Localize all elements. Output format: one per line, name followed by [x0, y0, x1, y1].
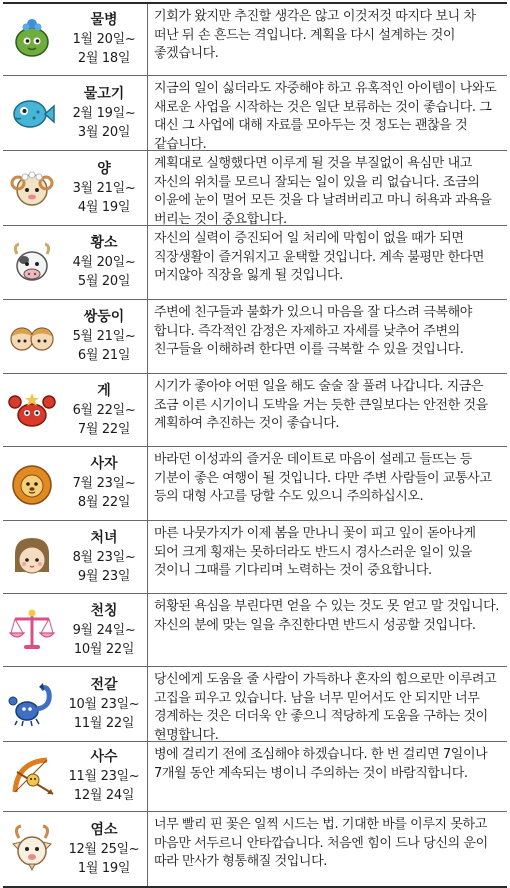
- sign-cell: [3, 76, 148, 150]
- sign-cell: [3, 667, 148, 741]
- date-start: 8월 23일~: [72, 549, 136, 565]
- sign-info: [61, 382, 147, 439]
- sign-description: 마른 나뭇가지가 이제 봄을 만나니 꽃이 피고 잎이 돋아나게 되어 크게 횡재는 못하더라도 반드시 경사스러운 일이 있을 것이니 그때를 기다리며 노력하는 것이 중요합니다.: [154, 526, 476, 578]
- date-end: 6월 21일: [77, 348, 131, 363]
- sign-name: 염소: [90, 821, 118, 838]
- sign-cell: [3, 447, 148, 520]
- aquarius-icon: [3, 15, 61, 65]
- libra-icon: [3, 605, 61, 655]
- sign-info: [61, 11, 147, 68]
- table-row: [3, 742, 507, 812]
- date-end: 3월 20일: [77, 124, 131, 140]
- table-row: [3, 226, 507, 300]
- date-start: 9월 24일~: [72, 622, 136, 638]
- sign-name: 사자: [90, 456, 118, 472]
- virgo-icon: [3, 532, 61, 582]
- table-row: [3, 151, 507, 226]
- sagittarius-icon: [3, 752, 61, 802]
- sign-name: 전갈: [90, 676, 118, 693]
- sign-description: 허황된 욕심을 부린다면 얻을 수 있는 것도 못 얻고 말 것입니다. 자신의 분에 맞는 일을 추진한다면 반드시 성공할 것입니다.: [154, 599, 500, 633]
- date-start: 3월 21일~: [72, 180, 136, 196]
- date-end: 8월 22일: [77, 495, 131, 510]
- gemini-icon: [3, 312, 61, 362]
- date-start: 7월 23일~: [72, 476, 136, 491]
- sign-name: 물병: [90, 12, 118, 28]
- date-end: 10월 22일: [73, 641, 135, 657]
- sign-info: [61, 676, 147, 733]
- horoscope-table: [3, 2, 507, 888]
- date-end: 12월 24일: [73, 788, 135, 803]
- table-row: [3, 300, 507, 374]
- date-start: 1월 20일~: [72, 32, 136, 47]
- sign-description: 바라던 이성과의 즐거운 데이트로 마음이 설레고 들뜨는 등 기분이 좋은 여행이 될 것입니다. 다만 주변 사람들이 교통사고 등의 대형 사고를 당할 수도 있으니 주의하십시오.: [154, 452, 492, 504]
- sign-description: 주변에 친구들과 불화가 있으니 마음을 잘 다스려 극복해야 합니다. 즉각적인 감정은 자제하고 자세를 낮추어 주변의 친구들을 이해하려 한다면 이를 극복할 수 있을 것입니다.: [154, 305, 472, 357]
- sign-cell: [3, 812, 148, 886]
- sign-description: 지금의 일이 싫더라도 자중해야 하고 유혹적인 아이템이 나와도 새로운 사업을 시작하는 것은 일단 보류하는 것이 좋습니다. 그 대신 그 사업에 대해 자료를 모아두는 것 정도는 괜찮을 것 같습니다.: [154, 81, 497, 152]
- date-start: 2월 19일~: [72, 105, 136, 121]
- sign-name: 양: [97, 160, 111, 177]
- sign-name: 사수: [90, 749, 118, 765]
- table-row: [3, 812, 507, 886]
- cancer-icon: [3, 385, 61, 435]
- scorpio-icon: [3, 679, 61, 729]
- sign-name: 게: [97, 382, 111, 399]
- sign-info: [61, 748, 147, 805]
- sign-info: [61, 455, 147, 512]
- sign-description: 너무 빨리 핀 꽃은 일찍 시드는 법. 기대한 바를 이루지 못하고 마음만 서두르니 안타깝습니다. 처음엔 힘이 드나 당신의 운이 따라 만사가 형통해질 것입니다.: [154, 817, 488, 869]
- sign-cell: [3, 226, 148, 299]
- date-end: 11월 22일: [73, 715, 135, 731]
- sign-name: 처녀: [90, 529, 118, 546]
- sign-name: 물고기: [83, 85, 125, 102]
- sign-name: 황소: [90, 235, 118, 251]
- sign-info: [61, 160, 147, 217]
- sign-info: [61, 308, 147, 365]
- sign-info: [61, 234, 147, 291]
- table-row: [3, 374, 507, 447]
- leo-icon: [3, 459, 61, 509]
- sign-description: 당신에게 도움을 줄 사람이 가득하나 혼자의 힘으로만 이루려고 고집을 피우고 있습니다. 남을 너무 믿어서도 안 되지만 너무 경계하는 것은 더더욱 안 좋으니 적당하게 도움을 구하는 것이 현명합니다.: [154, 672, 497, 743]
- sign-cell: [3, 300, 148, 373]
- date-end: 7월 22일: [77, 421, 131, 437]
- table-row: [3, 76, 507, 151]
- date-end: 1월 19일: [77, 860, 131, 876]
- date-start: 10월 23일~: [68, 696, 140, 712]
- sign-cell: [3, 151, 148, 225]
- date-start: 12월 25일~: [68, 841, 140, 857]
- sign-info: [61, 529, 147, 586]
- sign-description: 시기가 좋아야 어떤 일을 해도 술술 잘 풀려 나갑니다. 지금은 조금 이른 시기이니 도박을 거는 듯한 큰일보다는 안전한 것을 계획하여 추진하는 것이 좋습니다.: [154, 379, 488, 431]
- date-end: 9월 23일: [77, 568, 131, 584]
- date-end: 5월 20일: [77, 274, 131, 289]
- sign-cell: [3, 4, 148, 75]
- sign-description: 자신의 실력이 증진되어 일 처리에 막힘이 없을 때가 되면 직장생활이 즐거워지고 윤택할 것입니다. 계속 불평만 한다면 머지않아 직장을 잃게 될 것입니다.: [154, 231, 485, 283]
- date-start: 11월 23일~: [68, 769, 140, 784]
- sign-name: 쌍둥이: [83, 309, 125, 325]
- sign-cell: [3, 521, 148, 593]
- sign-info: [61, 602, 147, 659]
- sign-cell: [3, 594, 148, 666]
- table-row: [3, 521, 507, 594]
- sign-description: 계획대로 실행했다면 이루게 될 것을 부질없이 욕심만 내고 자신의 위치를 모르니 잘되는 일이 있을 리 없습니다. 조금의 이윤에 눈이 멀어 모든 것을 다 날려버리고 마니 허욕과 과욕을 버리는 것이 중요합니다.: [154, 156, 492, 227]
- table-row: [3, 447, 507, 521]
- date-end: 2월 18일: [77, 51, 131, 66]
- sign-cell: [3, 374, 148, 446]
- date-start: 5월 21일~: [72, 329, 136, 344]
- sign-cell: [3, 742, 148, 811]
- sign-name: 천칭: [90, 602, 118, 619]
- capricorn-icon: [3, 824, 61, 874]
- date-start: 6월 22일~: [72, 402, 136, 418]
- sign-info: [61, 85, 147, 142]
- sign-info: [61, 821, 147, 878]
- table-row: [3, 667, 507, 742]
- table-row: [3, 594, 507, 667]
- taurus-icon: [3, 238, 61, 288]
- sign-description: 기회가 왔지만 추진할 생각은 않고 이것저것 따지다 보니 차 떠난 뒤 손 흔드는 격입니다. 계획을 다시 설계하는 것이 좋겠습니다.: [154, 9, 476, 61]
- date-end: 4월 19일: [77, 199, 131, 215]
- sign-description: 병에 걸리기 전에 조심해야 하겠습니다. 한 번 걸리면 7일이나 7개월 동안 계속되는 병이니 주의하는 것이 바람직합니다.: [154, 747, 488, 781]
- date-start: 4월 20일~: [72, 255, 136, 270]
- pisces-icon: [3, 88, 61, 138]
- aries-icon: [3, 163, 61, 213]
- table-row: [3, 4, 507, 76]
